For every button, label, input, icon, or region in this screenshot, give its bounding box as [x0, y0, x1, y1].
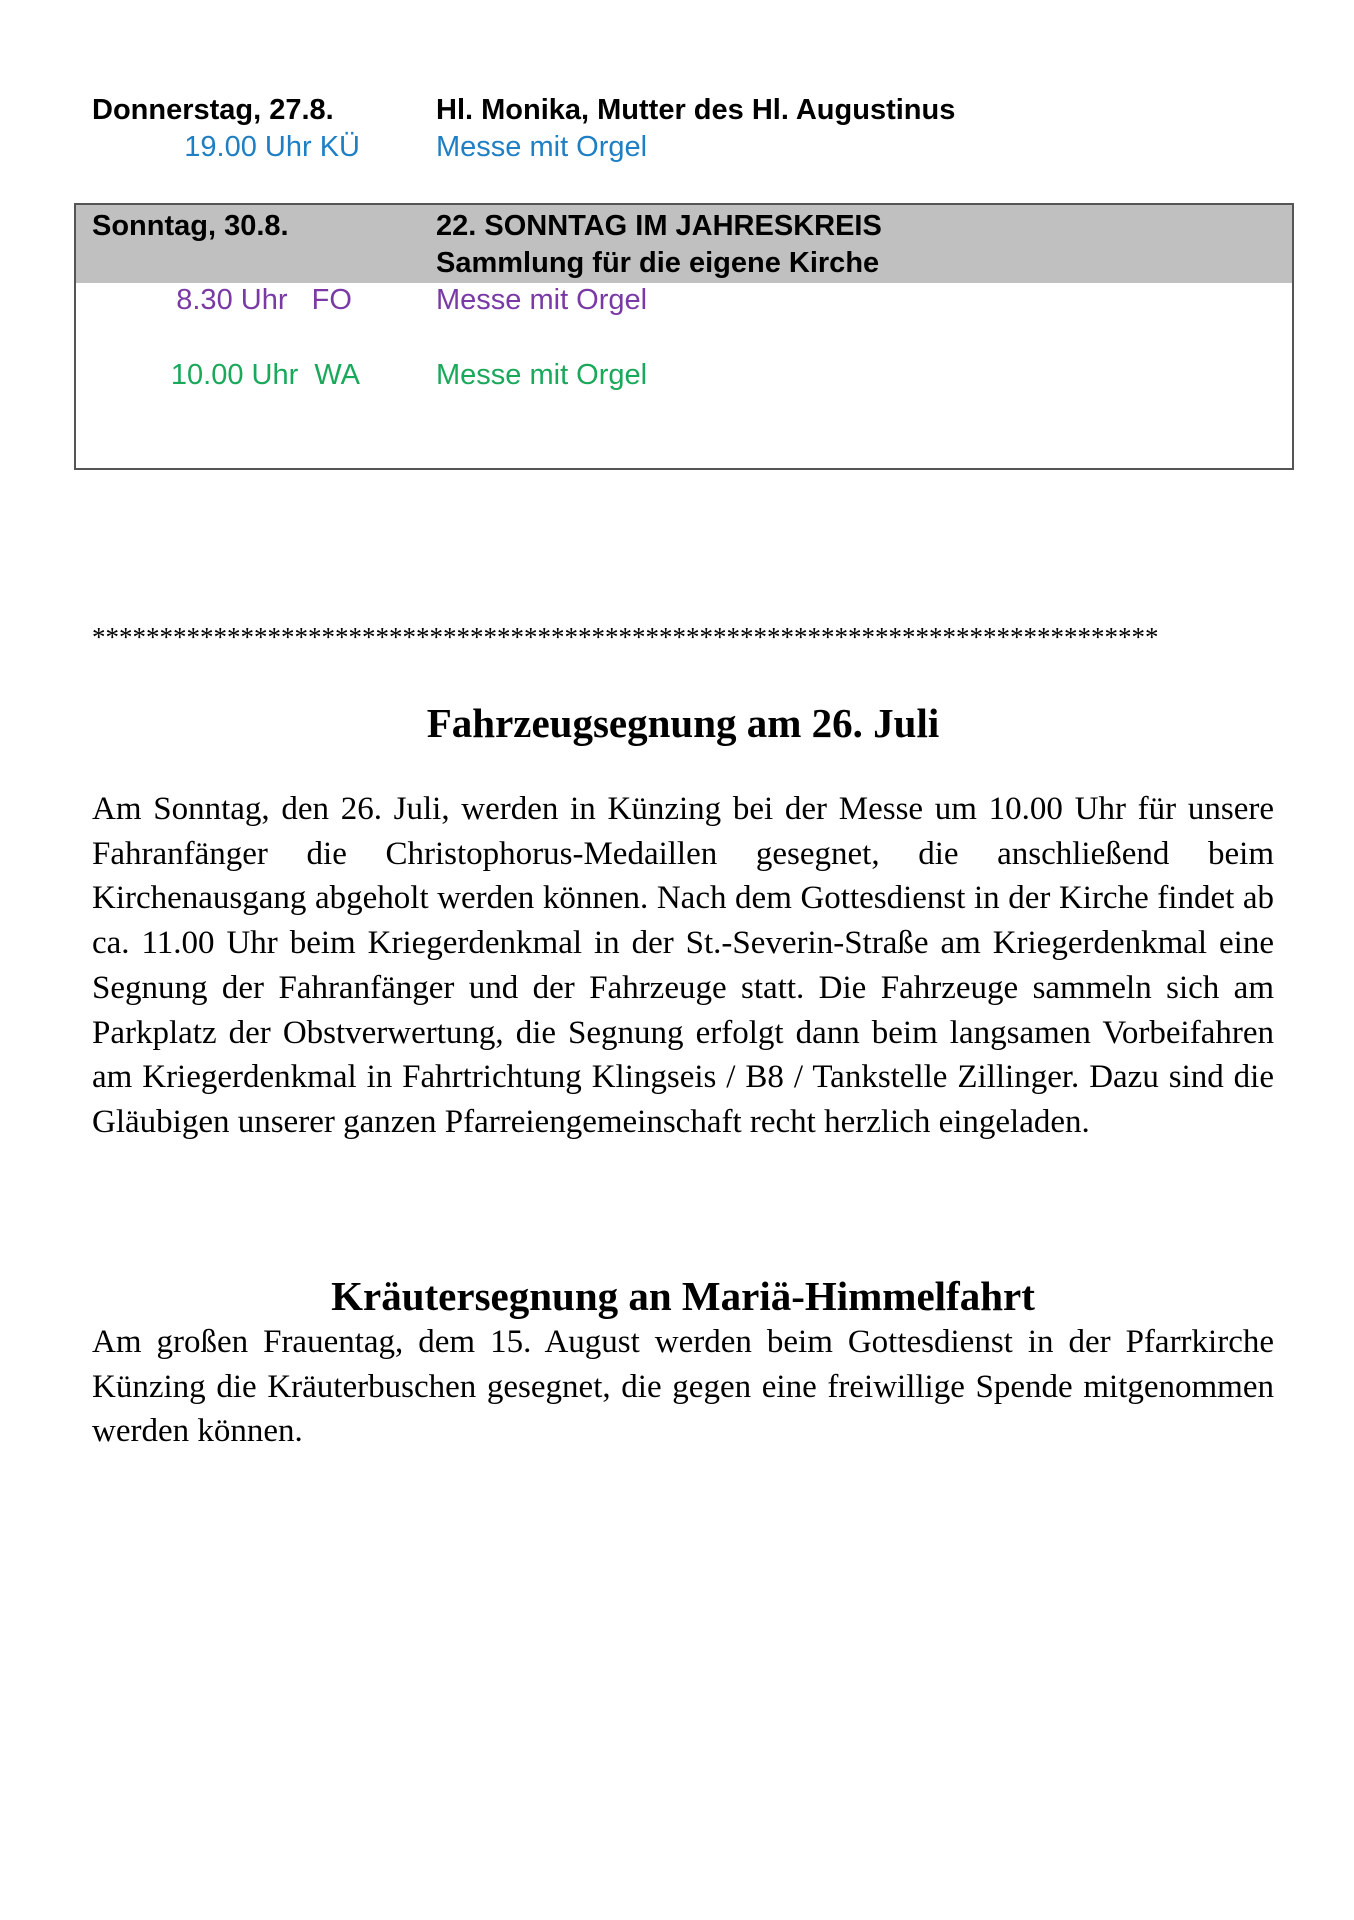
sunday-title: 22. SONNTAG IM JAHRESKREIS [436, 210, 882, 242]
entry-service: Messe mit Orgel [436, 131, 648, 163]
article-body: Am großen Frauentag, dem 15. August werden beim Gottesdienst in der Pfarrkirche Künzing die Kräuterbuschen gesegnet, die gegen eine freiwillige Spende mitgenommen werden können. [92, 1324, 1274, 1450]
thursday-time-place [184, 129, 360, 166]
separator-line: ******************************************************************************* [92, 622, 1159, 652]
sunday-subtitle-row [0, 245, 1354, 282]
sunday-time-place [171, 357, 360, 394]
thursday-entry-row [0, 129, 1354, 166]
entry-service: Messe mit Orgel [436, 359, 648, 391]
entry-service: Messe mit Orgel [436, 284, 648, 316]
entry-place: FO [311, 284, 352, 316]
entry-time: 8.30 Uhr [176, 284, 288, 316]
thursday-title: Hl. Monika, Mutter des Hl. Augustinus [436, 94, 956, 126]
entry-place: WA [314, 359, 360, 391]
thursday-day: Donnerstag, 27.8. [92, 94, 334, 126]
sunday-time-place [176, 282, 360, 319]
article-heading: Kräutersegnung an Mariä-Himmelfahrt [331, 1273, 1035, 1319]
article-body: Am Sonntag, den 26. Juli, werden in Künzing bei der Messe um 10.00 Uhr für unsere Fahranfänger die Christophorus-Medaillen gesegnet, die anschließend beim Kirchenausgang abgeholt werden können. Nach dem Gottesdienst in der Kirche findet ab ca. 11.00 Uhr beim Kriegerdenkmal in der St.-Severin-Straße am Kriegerdenkmal eine Segnung der Fahranfänger und der Fahrzeuge statt. Die Fahrzeuge sammeln sich am Parkplatz der Obstverwertung, die Segnung erfolgt dann beim langsamen Vorbeifahren am Kriegerdenkmal in Fahrtrichtung Klingseis / B8 / Tankstelle Zillinger. Dazu sind die Gläubigen unserer ganzen Pfarreiengemeinschaft recht herzlich eingeladen. [92, 791, 1274, 1140]
article-heading: Fahrzeugsegnung am 26. Juli [426, 700, 940, 746]
sunday-entry-row [0, 357, 1354, 394]
entry-time: 19.00 Uhr [184, 131, 312, 163]
sunday-day: Sonntag, 30.8. [92, 210, 289, 242]
thursday-header-row [0, 92, 1354, 129]
entry-time: 10.00 Uhr [170, 359, 299, 391]
sunday-entry-row [0, 282, 1354, 319]
sunday-header-row [0, 208, 1354, 245]
entry-place: KÜ [319, 131, 360, 163]
sunday-subtitle: Sammlung für die eigene Kirche [436, 247, 880, 279]
